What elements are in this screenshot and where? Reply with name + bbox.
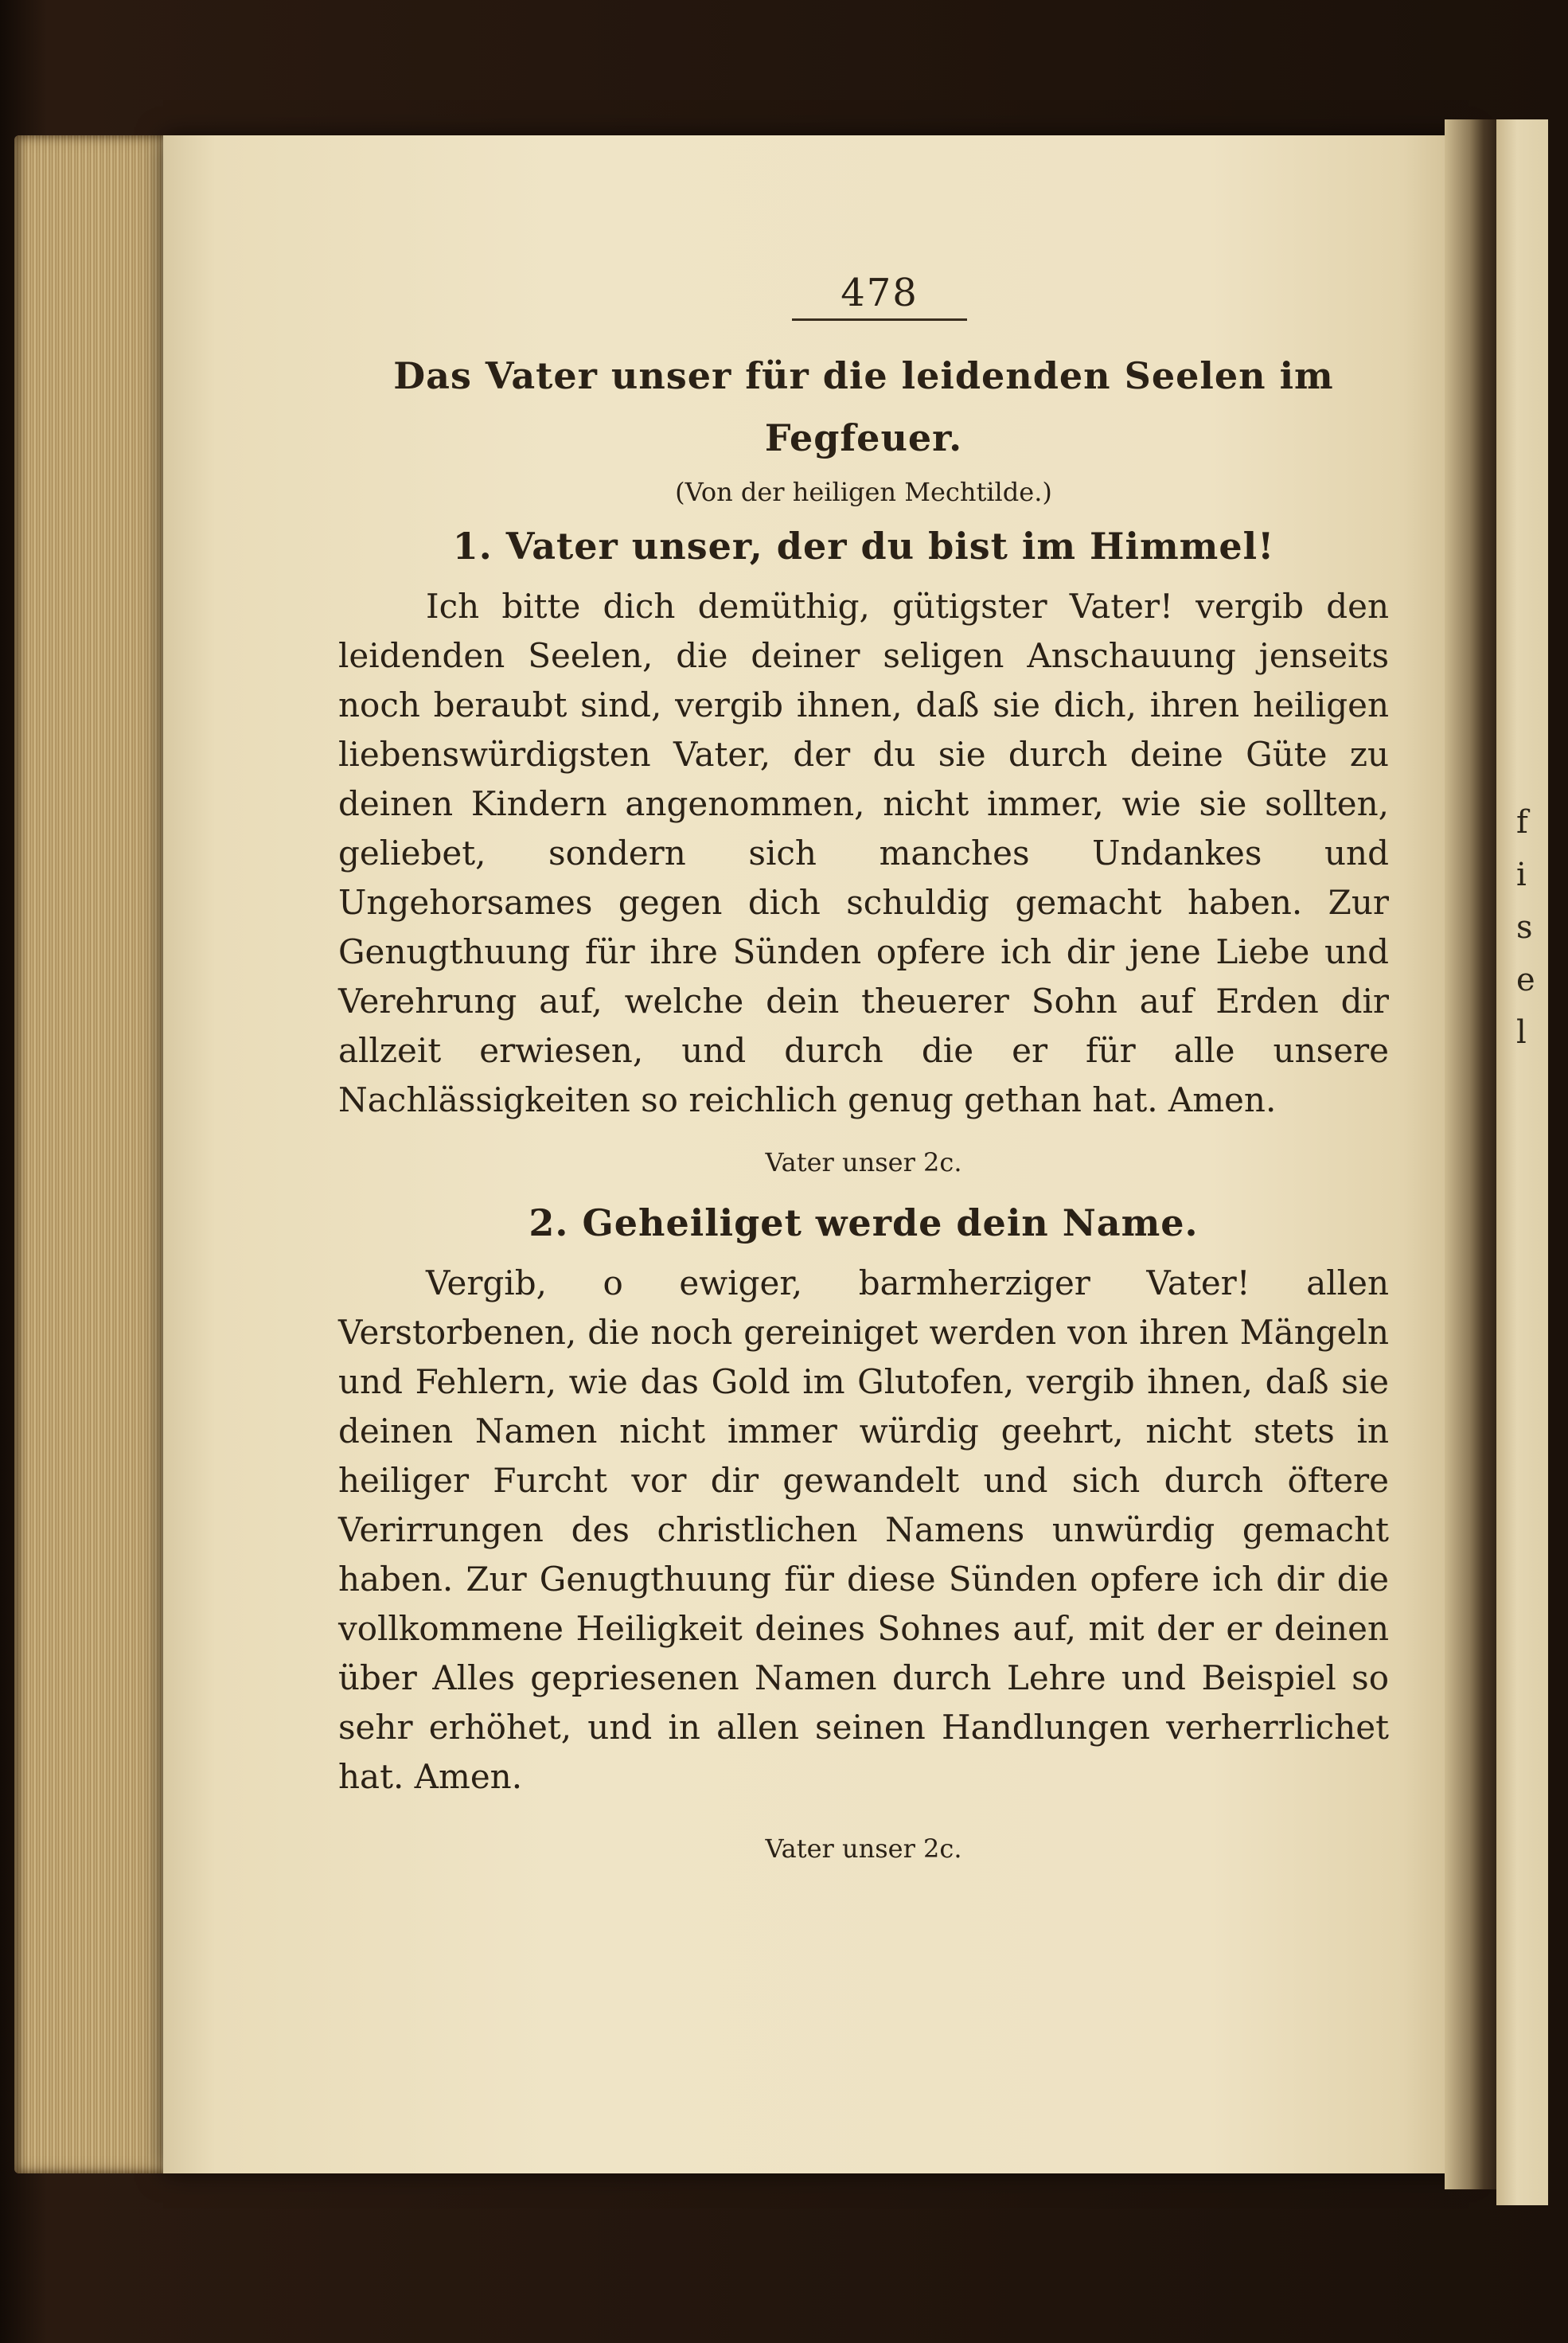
- right-page-fragment: f i s e l: [1516, 804, 1535, 1051]
- page-number: 478: [841, 271, 919, 315]
- section-heading: 2. Geheiliget werde dein Name.: [529, 1201, 1199, 1244]
- refrain: Vater unser 2c.: [765, 1147, 962, 1177]
- section-paragraph: Ich bitte dich demüthig, gütigster Vater! vergib den leidenden Seelen, die deiner seligen Anschauung jenseits noch beraubt sind, vergib ihnen, daß sie dich, ihren heiligen liebenswürdigsten Vater, der du sie durch deine Güte zu deinen Kindern angenommen, nicht immer, wie sie sollten, geliebet, sondern sich manches Undankes und Ungehorsames gegen dich schuldig gemacht haben. Zur Genugthuung für ihre Sünden opfere ich dir jene Liebe und Verehrung auf, welche dein theuerer Sohn auf Erden dir allzeit erwiesen, und durch die er für alle unsere Nachlässigkeiten so reichlich genug gethan hat. Amen.: [338, 587, 1389, 1119]
- page-edges: [14, 135, 174, 2173]
- section: [338, 1201, 1389, 1864]
- title-line-2: Fegfeuer.: [764, 416, 963, 459]
- section-paragraph: Vergib, o ewiger, barmherziger Vater! allen Verstorbenen, die noch gereiniget werden von ihren Mängeln und Fehlern, wie das Gold im Glutofen, vergib ihnen, daß sie deinen Namen nicht immer würdig geehrt, nicht stets in heiliger Furcht vor dir gewandelt und sich durch öftere Verirrungen des christlichen Namens unwürdig gemacht haben. Zur Genugthuung für diese Sünden opfere ich dir die vollkommene Heiligkeit deines Sohnes auf, mit der er deinen über Alles gepriesenen Namen durch Lehre und Beispiel so sehr erhöhet, und in allen seinen Handlungen verherrlichet hat. Amen.: [338, 1263, 1389, 1796]
- page-title: [338, 345, 1389, 469]
- refrain: Vater unser 2c.: [765, 1833, 962, 1864]
- section: [338, 525, 1389, 1177]
- page-number-rule: [792, 318, 967, 321]
- page-text: [338, 271, 1389, 1888]
- section-heading: 1. Vater unser, der du bist im Himmel!: [452, 525, 1275, 568]
- book-gutter: [1445, 119, 1500, 2189]
- page-subtitle: (Von der heiligen Mechtilde.): [675, 477, 1052, 507]
- right-page-edge: [1496, 119, 1548, 2205]
- title-line-1: Das Vater unser für die leidenden Seelen im: [393, 354, 1334, 397]
